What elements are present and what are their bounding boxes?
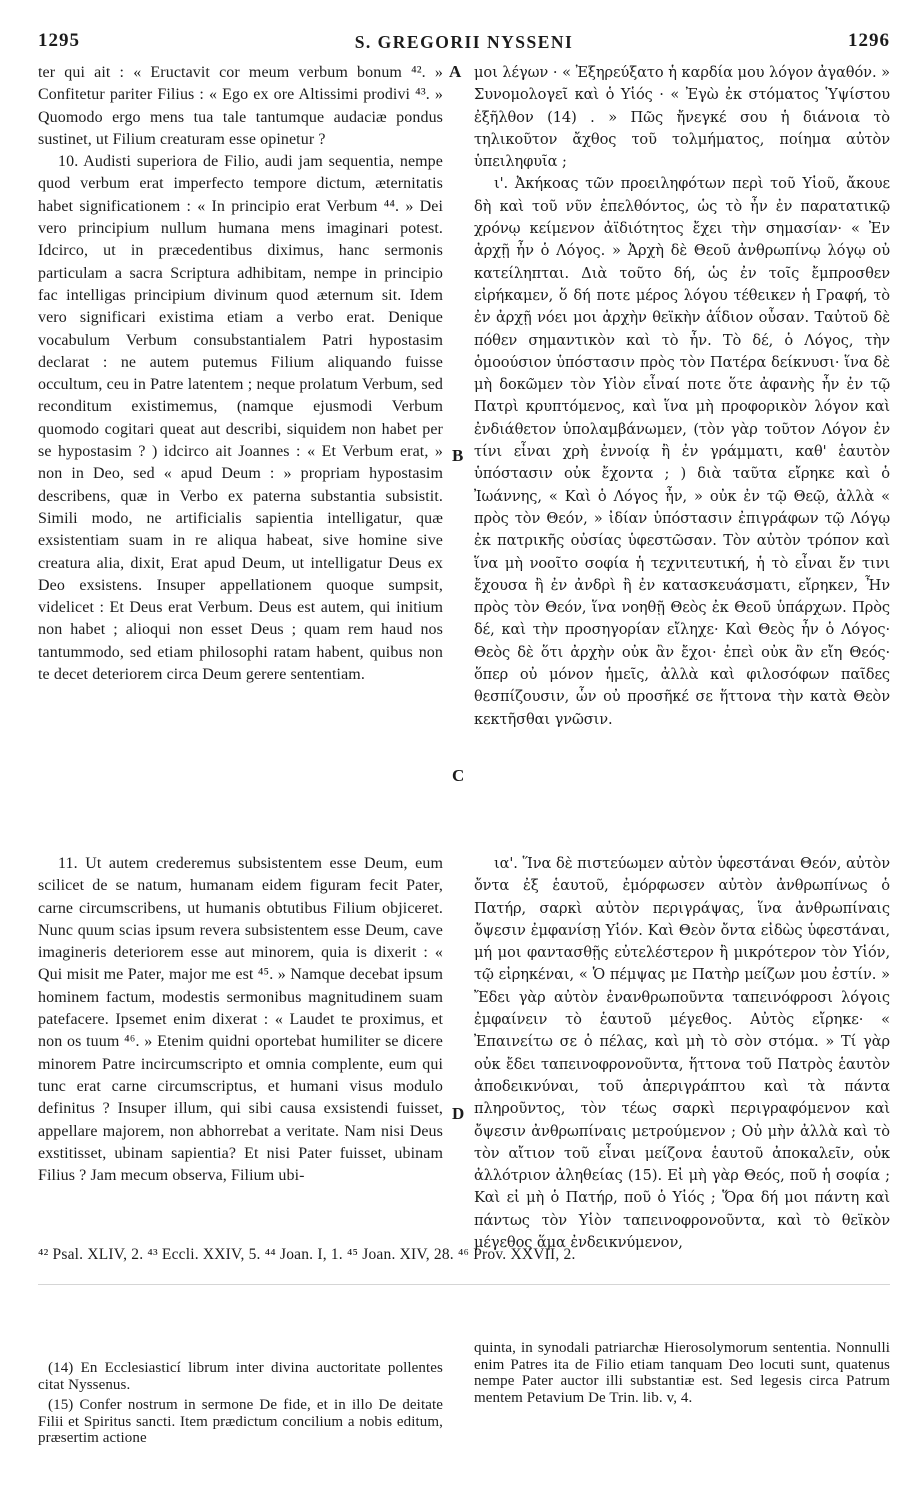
greek-paragraph-10: ι'. Ἀκήκοας τῶν προειληφότων περὶ τοῦ Υἱοῦ, ἄκουε δὴ καὶ τοῦ νῦν ἐπελθόντος, ὡς τὸ ἦν ἐν παρατατικῷ χρόνῳ κείμενον ἀϊδιότητος ἔχει τὴν σημασίαν· « Ἐν ἀρχῇ ἦν ὁ Λόγος. » Ἀρχὴ δὲ Θεοῦ ἀνθρωπίνῳ λόγῳ οὐ κατείληπται. Διὰ τοῦτο δή, ὡς ἐν τοῖς ἔμπροσθεν εἰρήκαμεν, ὅ δή ποτε μέρος λόγου τέθεικεν ἡ Γραφή, τὸ ἐν ἀρχῇ νόει μοι ἀρχὴν θεϊκὴν ἀΐδιον οὖσαν. Ταὐτοῦ δὲ πόθεν σημαντικὸν καὶ τὸ ἦν. Τὸ δέ, ὁ Λόγος, τὴν ὁμοούσιον ὑπόστασιν πρὸς τὸν Πατέρα δείκνυσι· ἵνα δὲ μὴ δοκῶμεν τὸν Υἱὸν εἶναί ποτε ὅτε ἀφανὴς ἦν ἐν τῷ Πατρὶ κρυπτόμενος, καὶ ἵνα μὴ προφορικὸν λόγον καὶ ἐνδιάθετον ὑπολαμβάνωμεν, (τὸν γὰρ τοῦτον Λόγον ἐν τίνι εἶναι χρὴ ἐννοίᾳ ἢ ἐν γράμματι, καθ' ἑαυτὸν ὑπόστασιν οὐκ ἔχοντα ; ) διὰ ταῦτα εἴρηκε καὶ ὁ Ἰωάννης, « Καὶ ὁ Λόγος ἦν, » οὐκ ἐν τῷ Θεῷ, ἀλλὰ « πρὸς τὸν Θεόν, » ἰδίαν ὑπόστασιν ἐπιγράφων τῷ Λόγῳ ἐκ πατρικῆς οὐσίας ὑφεστῶσαν. Τὸν αὐτὸν τρόπον καὶ ἵνα μὴ νοοῖτο σοφία ἡ τεχνιτευτική, ἡ τὸ εἶναι ἔν τινι ἔχουσα ἢ ἐν ἀνδρὶ ἢ ἐν κατασκευάσματι, εἴρηκεν, Ἦν πρὸς τὸν Θεόν, ἵνα νοηθῇ Θεὸς ἐκ Θεοῦ ὑπάρχων. Πρὸς δέ, καὶ τὴν προσηγορίαν εἴληχε· Καὶ Θεὸς ἦν ὁ Λόγος· Θεὸς δὲ ὅτι ἀρχὴν οὐκ ἂν ἔχοι· ἐπεὶ οὐκ ἂν εἴη Θεός· ὅπερ οὐ μόνον ἡμεῖς, ἀλλὰ καὶ φιλοσόφων παῖδες θεσπίζουσιν, ὧν οὐ προσῆκέ σε ἥττονα τὴν κατὰ Θεὸν κεκτῆσθαι γνῶσιν. [474, 175, 890, 728]
scripture-references: ⁴² Psal. XLIV, 2. ⁴³ Eccli. XXIV, 5. ⁴⁴ Joan. I, 1. ⁴⁵ Joan. XIV, 28. ⁴⁶ Prov. XXVII, 2. [38, 1246, 576, 1263]
page-number-right: 1296 [848, 30, 890, 51]
latin-column-top [38, 62, 443, 686]
footnote-14: (14) En Ecclesiasticí librum inter divina auctoritate pollentes citat Nyssenus. [38, 1360, 443, 1393]
greek-column-bottom [474, 853, 890, 1254]
page-header [38, 30, 890, 56]
margin-letter-a: A [449, 62, 462, 81]
latin-paragraph-10: 10. Audisti superiora de Filio, audi jam sequentia, nempe quod verbum erat imperfecto tempore dictum, æternitatis habet significationem : « In principio erat Verbum ⁴⁴. » Dei vero principium nullum humana mens imaginari potest. Idcirco, ut in præcedentibus diximus, hanc sermonis particulam a sacra Scriptura adhibitam, nempe in principio fac intelligas principium divinum quod æternum sit. Idem vero significari existima etiam a verbo erat. Denique vocabulum Verbum consubstantialem Patri hypostasim declarat : ne autem putemus Filium aliquando fuisse occultum, ceu in Patre latentem ; neque prolatum Verbum, sed reconditum existimemus, (namque ejusmodi Verbum quomodo cogitari queat aut describi, siquidem non habet per se hypostasim ? ) idcirco ait Joannes : « Et Verbum erat, » non in Deo, sed « apud Deum : » propriam hypostasim describens, quæ in Verbo ex paterna substantia subsistit. Simili modo, ne artificialis sapientia intelligatur, quæ exsistentiam suam in re aliqua habeat, sive homine sive creatura alia, dixit, Erat apud Deum, ut intelligatur Deus ex Deo exsistens. Insuper appellationem quoque sumpsit, videlicet : Et Deus erat Verbum. Deus est autem, qui initium non habet ; alioqui non esset Deus ; quam rem haud nos tantummodo, sed etiam philosophi ratam habent, quibus non te decet deteriorem circa Deum gerere sententiam. [38, 153, 443, 684]
footnote-divider [38, 1284, 890, 1285]
greek-paragraph-1: μοι λέγων · « Ἐξηρεύξατο ἡ καρδία μου λόγον ἀγαθόν. » Συνομολογεῖ καὶ ὁ Υἱός · « Ἐγὼ ἐκ στόματος Ὑψίστου ἐξῆλθον (14) . » Πῶς ἤνεγκέ σου ἡ διάνοια τὸ τηλικοῦτον ἄχθος τοῦ τολμήματος, ποίημα αὐτὸν ὑπειληφυῖα ; [474, 64, 890, 171]
latin-paragraph-1: ter qui ait : « Eructavit cor meum verbum bonum ⁴². » Confitetur pariter Filius : « Ego ex ore Altissimi prodivi ⁴³. » Quomodo ergo mens tua tale tantumque audaciæ pondus sustinet, ut Filium creaturam esse opinetur ? [38, 64, 443, 148]
margin-letter-b: B [452, 446, 464, 465]
margin-letter-c: C [452, 766, 465, 785]
running-title: S. GREGORII NYSSENI [354, 32, 574, 52]
page-number-left: 1295 [38, 30, 80, 51]
footnotes-right [474, 1340, 890, 1406]
footnote-15: (15) Confer nostrum in sermone De fide, et in illo De deitate Filii et Spiritus sancti. Item prædictum concilium a nobis editum, præsertim actione [38, 1397, 443, 1446]
greek-paragraph-11: ια'. Ἵνα δὲ πιστεύωμεν αὐτὸν ὑφεστάναι Θεόν, αὐτὸν ὄντα ἐξ ἑαυτοῦ, ἐμόρφωσεν αὐτὸν ἀνθρωπίνως ὁ Πατήρ, σαρκὶ αὐτὸν περιγράψας, ἵνα ἀνθρωπίναις ὄψεσιν ἐμφανίσῃ Υἱόν. Καὶ Θεὸν ὄντα εἰδὼς ὑφεστάναι, μή μοι φαντασθῇς εὐτελέστερον ἢ μικρότερον τὸν Υἱόν, τῷ εἰρηκέναι, « Ὁ πέμψας με Πατὴρ μείζων μου ἐστίν. » Ἔδει γὰρ αὐτὸν ἐνανθρωποῦντα ταπεινόφροσι λόγοις ἐμφαίνειν τὸ ἑαυτοῦ μέγεθος. Αὐτὸς εἴρηκε· « Ἐπαινείτω σε ὁ πέλας, καὶ μὴ τὸ σὸν στόμα. » Τί γὰρ οὐκ ἔδει ταπεινοφρονοῦντα, ἥττονα τοῦ Πατρὸς ἑαυτὸν ἀποδεικνύναι, τοῦ ἀπεριγράπτου καὶ τὰ πάντα πληροῦντος, τὸν τέως σαρκὶ περιγραφόμενον καὶ ὄψεσιν ἀνθρωπίναις μετρούμενον ; Οὐ μὴν ἀλλὰ καὶ τὸ τὸν αἴτιον τοῦ εἶναι μείζονα ἑαυτοῦ ἀποκαλεῖν, οὐκ ἀλλότριον ἀληθείας (15). Εἰ μὴ γὰρ Θεός, ποῦ ἡ σοφία ; Καὶ εἰ μὴ ὁ Πατήρ, ποῦ ὁ Υἱός ; Ὅρα δή μοι πάντη καὶ πάντως τὸν Υἱὸν ταπεινοφρονοῦντα, καὶ τὸ θεϊκὸν μέγεθος ἅμα ἐνδεικνύμενον, [474, 855, 890, 1252]
footnote-15-continued: quinta, in synodali patriarchæ Hierosolymorum sententia. Nonnulli enim Patres ita de Filio etiam tanquam Deo locuti sunt, quatenus nempe Pater auctor illi substantiæ est. Sed legesis circa Patrum mentem Petavium De Trin. lib. v, 4. [474, 1340, 890, 1406]
latin-paragraph-11: 11. Ut autem crederemus subsistentem esse Deum, eum scilicet de se natum, humanam eidem figuram fecit Pater, carne circumscribens, ut humanis obtutibus Filium objiceret. Nunc quum scias ipsum revera subsistentem esse Deum, cave imagineris deteriorem esse aut minorem, quia is dixerit : « Qui misit me Pater, major me est ⁴⁵. » Namque decebat ipsum hominem factum, modestis sermonibus magnitudinem suam patefacere. Ipsemet enim dixerat : « Laudet te proximus, et non os tuum ⁴⁶. » Etenim quidni oportebat humiliter se dicere minorem Patre incircumscripto et omnia complente, eum qui tunc erat carne circumscriptus, et humani visus modulo definitus ? Insuper illum, qui sibi causa exsistendi fuisset, appellare majorem, non abhorrebat a veritate. Nam nisi Deus exstitisset, ubinam sapientia? Et nisi Pater fuisset, ubinam Filius ? Jam mecum observa, Filium ubi- [38, 855, 443, 1185]
greek-column-top [474, 62, 890, 731]
margin-letter-d: D [452, 1104, 465, 1123]
footnotes-left [38, 1360, 443, 1447]
latin-column-bottom [38, 853, 443, 1187]
